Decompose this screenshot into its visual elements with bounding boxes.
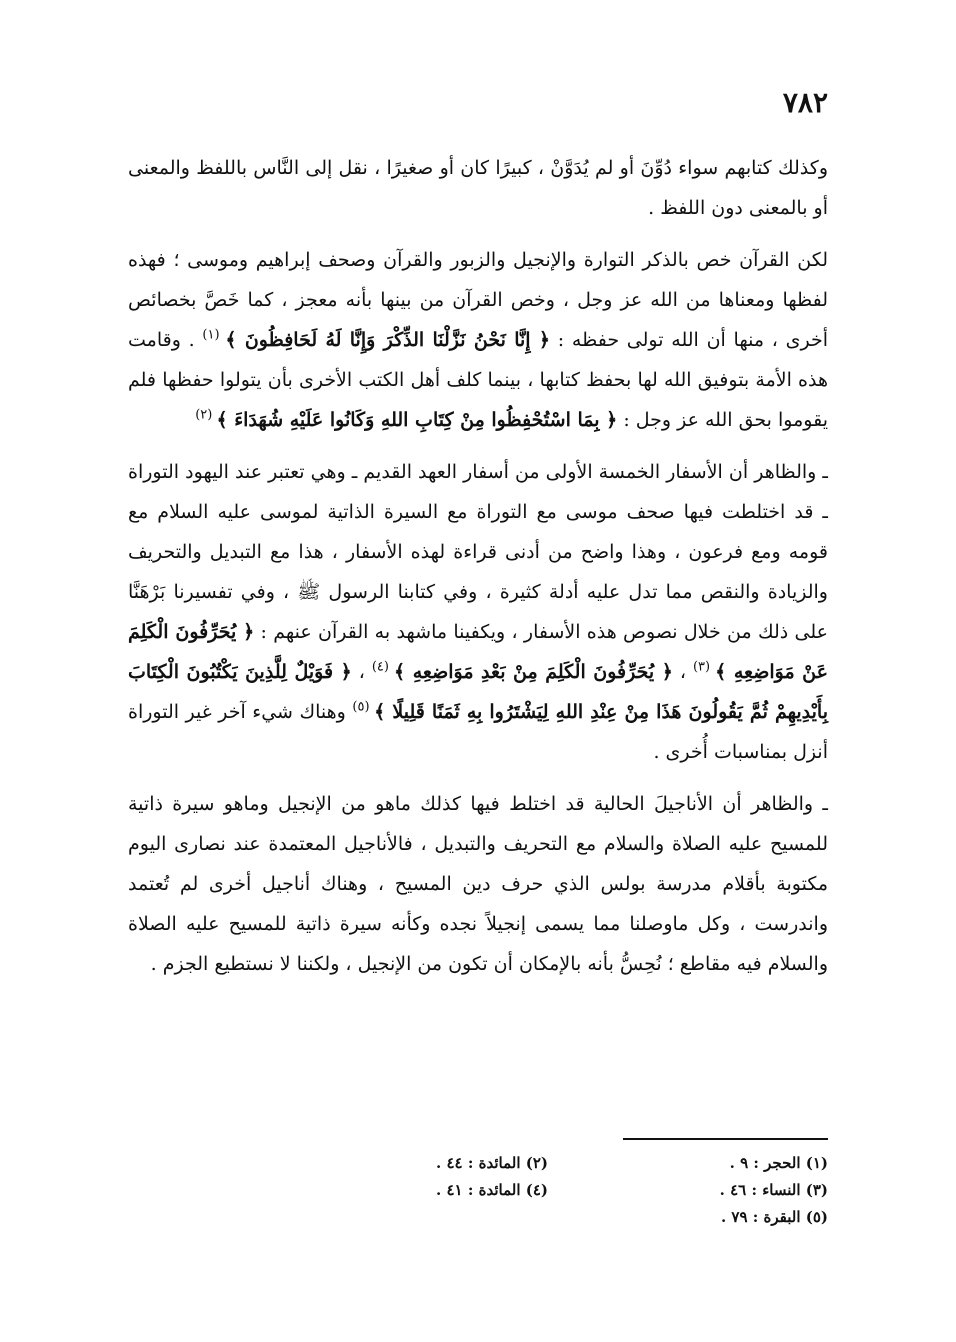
quran-quote: ﴿ يُحَرِّفُونَ الْكَلِمَ مِنْ بَعْدِ مَوَاضِعِهِ ﴾ — [394, 661, 673, 683]
text-run: ، — [351, 661, 372, 683]
text-run: لكن القرآن خص بالذكر التوارة والإنجيل والزبور والقرآن وصحف إبراهيم وموسى ؛ فهذه لفظها ومعناها من الله عز وجل ، وخص القرآن من بينها بأنه معجز ، كما خَصَّ بخصائص أخرى ، منها أن الله تولى حفظه : — [128, 249, 829, 351]
quran-quote: ﴿ يُحَرِّفُونَ الْكَلِمَ عَنْ مَوَاضِعِهِ ﴾ — [128, 621, 828, 683]
quran-quote: ﴿ إِنَّا نَحْنُ نَزَّلْنَا الذِّكْرَ وَإِنَّا لَهُ لَحَافِظُونَ ﴾ — [225, 329, 551, 351]
paragraph — [128, 240, 828, 440]
footnote-reference: (٢) — [195, 407, 217, 423]
footnote: (٤) المائدة : ٤١ . — [436, 1181, 548, 1199]
paragraph — [128, 148, 828, 228]
paragraph — [128, 784, 828, 984]
footnote — [268, 1204, 548, 1231]
text-run: وهناك شيء آخر غير التوراة أنزل بمناسبات أُخرى . — [128, 701, 828, 763]
text-run: ، — [672, 661, 693, 683]
footnote: (١) الحجر : ٩ . — [729, 1154, 828, 1172]
footnotes — [268, 1150, 828, 1231]
paragraph — [128, 452, 828, 772]
page-number: ٧٨٢ — [782, 86, 828, 119]
footnote: (٣) النساء : ٤٦ . — [719, 1181, 828, 1199]
body-text — [128, 148, 828, 996]
footnote-reference: (٥) — [352, 699, 375, 715]
footnote-row — [268, 1204, 828, 1231]
footnote-reference: (٣) — [692, 659, 716, 675]
footnote-row — [268, 1177, 828, 1204]
text-run: وكذلك كتابهم سواء دُوِّنَ أو لم يُدَوَّنْ ، كبيرًا كان أو صغيرًا ، نقل إلى النَّاس باللفظ والمعنى أو بالمعنى دون اللفظ . — [128, 157, 828, 219]
quran-quote: ﴿ بِمَا اسْتُحْفِظُوا مِنْ كِتَابِ اللهِ وَكَانُوا عَلَيْهِ شُهَدَاءَ ﴾ — [216, 409, 618, 431]
footnote: (٥) البقرة : ٧٩ . — [720, 1208, 828, 1226]
footnote-reference: (١) — [202, 327, 226, 343]
text-run: . وقامت هذه الأمة بتوفيق الله لها بحفظ كتابها ، بينما كلف أهل الكتب الأخرى بأن يتولوا حفظها فلم يقوموا بحق الله عز وجل : — [128, 329, 828, 431]
text-run: ـ والظاهر أن الأسفار الخمسة الأولى من أسفار العهد القديم ـ وهي تعتبر عند اليهود التوراة ـ قد اختلطت فيها صحف موسى مع التوراة مع السيرة الذاتية لموسى عليه السلام مع قومه ومع فرعون ، وهذا واضح من أدنى قراءة لهذه الأسفار ، هذا مع التبديل والتحريف والزيادة والنقص مما تدل عليه أدلة كثيرة ، وفي كتابنا الرسول ﷺ ، وفي تفسيرنا بَرْهَنَّا على ذلك من خلال نصوص هذه الأسفار ، ويكفينا ماشهد به القرآن عنهم : — [128, 461, 828, 643]
footnote-row — [268, 1150, 828, 1177]
footnote-divider — [623, 1138, 828, 1140]
footnote-reference: (٤) — [371, 659, 395, 675]
quran-quote: ﴿ فَوَيْلٌ لِلَّذِينَ يَكْتُبُونَ الْكِتَابَ بِأَيْدِيهِمْ ثُمَّ يَقُولُونَ هَذَا مِنْ عِنْدِ اللهِ لِيَشْتَرُوا بِهِ ثَمَنًا قَلِيلًا ﴾ — [128, 661, 828, 723]
footnote: (٢) المائدة : ٤٤ . — [436, 1154, 548, 1172]
text-run: ـ والظاهر أن الأناجيلَ الحالية قد اختلط فيها كذلك ماهو من الإنجيل وماهو سيرة ذاتية للمسيح عليه الصلاة والسلام مع التحريف والتبديل ، فالأناجيل المعتمدة عند نصارى اليوم مكتوبة بأقلام مدرسة بولس الذي حرف دين المسيح ، وهناك أناجيل أخرى لم تُعتمد واندرست ، وكل ماوصلنا مما يسمى إنجيلاً نجده وكأنه سيرة ذاتية للمسيح عليه الصلاة والسلام فيه مقاطع ؛ نُحِسُّ بأنه بالإمكان أن تكون من الإنجيل ، ولكننا لا نستطيع الجزم . — [128, 793, 828, 975]
